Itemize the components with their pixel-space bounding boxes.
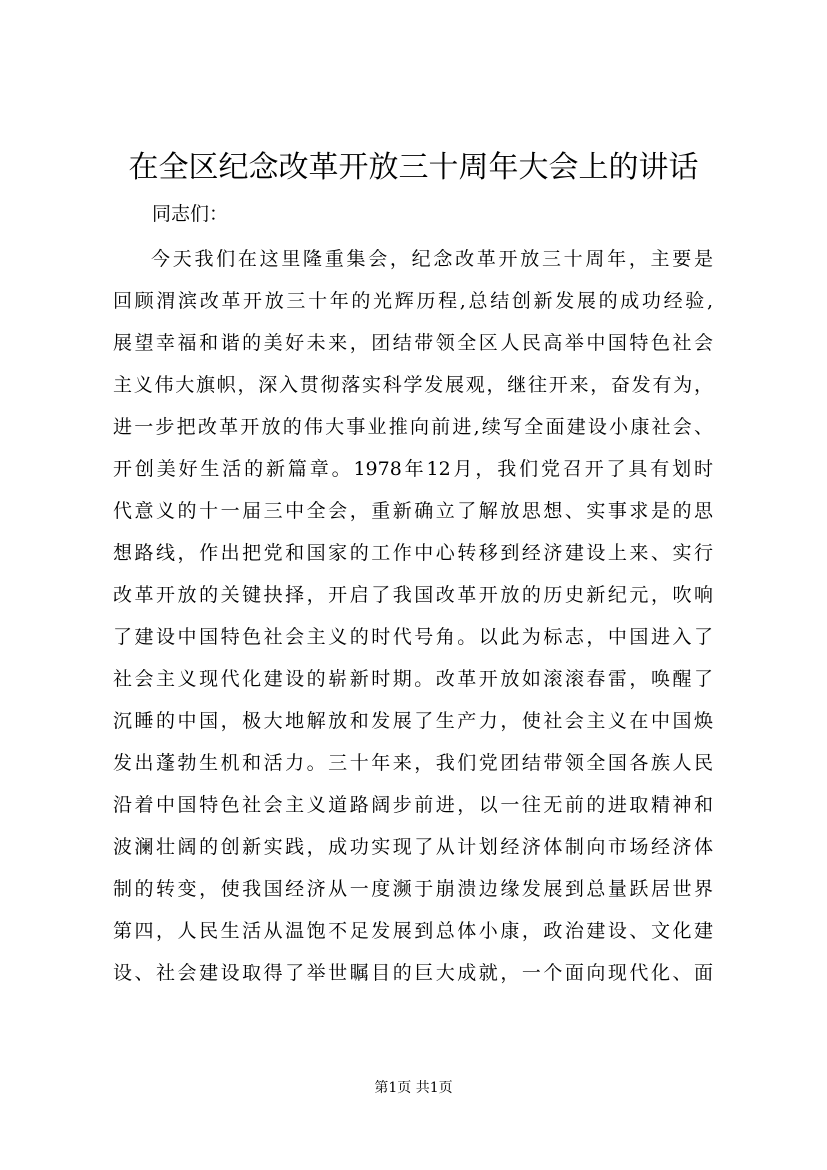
text-line: 进一步把改革开放的伟大事业推向前进,续写全面建设小康社会、 xyxy=(113,416,713,438)
text-line: 展望幸福和谐的美好未来，团结带领全区人民高举中国特色社会 xyxy=(113,332,713,354)
body-paragraph xyxy=(113,238,713,994)
text-line: 改革开放的关键抉择，开启了我国改革开放的历史新纪元，吹响 xyxy=(113,584,713,606)
text-line: 想路线，作出把党和国家的工作中心转移到经济建设上来、实行 xyxy=(113,542,713,564)
text-line: 设、社会建设取得了举世瞩目的巨大成就，一个面向现代化、面 xyxy=(113,962,713,984)
text-line: 代意义的十一届三中全会，重新确立了解放思想、实事求是的思 xyxy=(113,500,713,522)
text-line: 主义伟大旗帜，深入贯彻落实科学发展观，继往开来，奋发有为， xyxy=(113,374,713,396)
text-line: 社会主义现代化建设的崭新时期。改革开放如滚滚春雷，唤醒了 xyxy=(113,668,713,690)
text-line: 开创美好生活的新篇章。1978年12月，我们党召开了具有划时 xyxy=(113,458,713,480)
text-line: 沉睡的中国，极大地解放和发展了生产力，使社会主义在中国焕 xyxy=(113,710,713,732)
text-line: 回顾渭滨改革开放三十年的光辉历程,总结创新发展的成功经验, xyxy=(113,290,713,312)
document-title: 在全区纪念改革开放三十周年大会上的讲话 xyxy=(128,150,699,185)
salutation: 同志们： xyxy=(152,203,229,225)
page-number-footer: 第1页 共1页 xyxy=(374,1080,453,1096)
text-line: 发出蓬勃生机和活力。三十年来，我们党团结带领全国各族人民 xyxy=(113,752,713,774)
text-line: 沿着中国特色社会主义道路阔步前进，以一往无前的进取精神和 xyxy=(113,794,713,816)
text-line: 制的转变，使我国经济从一度濒于崩溃边缘发展到总量跃居世界 xyxy=(113,878,713,900)
text-line: 第四，人民生活从温饱不足发展到总体小康，政治建设、文化建 xyxy=(113,920,713,942)
text-line: 波澜壮阔的创新实践，成功实现了从计划经济体制向市场经济体 xyxy=(113,836,713,858)
text-line: 今天我们在这里隆重集会，纪念改革开放三十周年，主要是 xyxy=(151,248,713,270)
text-line: 了建设中国特色社会主义的时代号角。以此为标志，中国进入了 xyxy=(113,626,713,648)
